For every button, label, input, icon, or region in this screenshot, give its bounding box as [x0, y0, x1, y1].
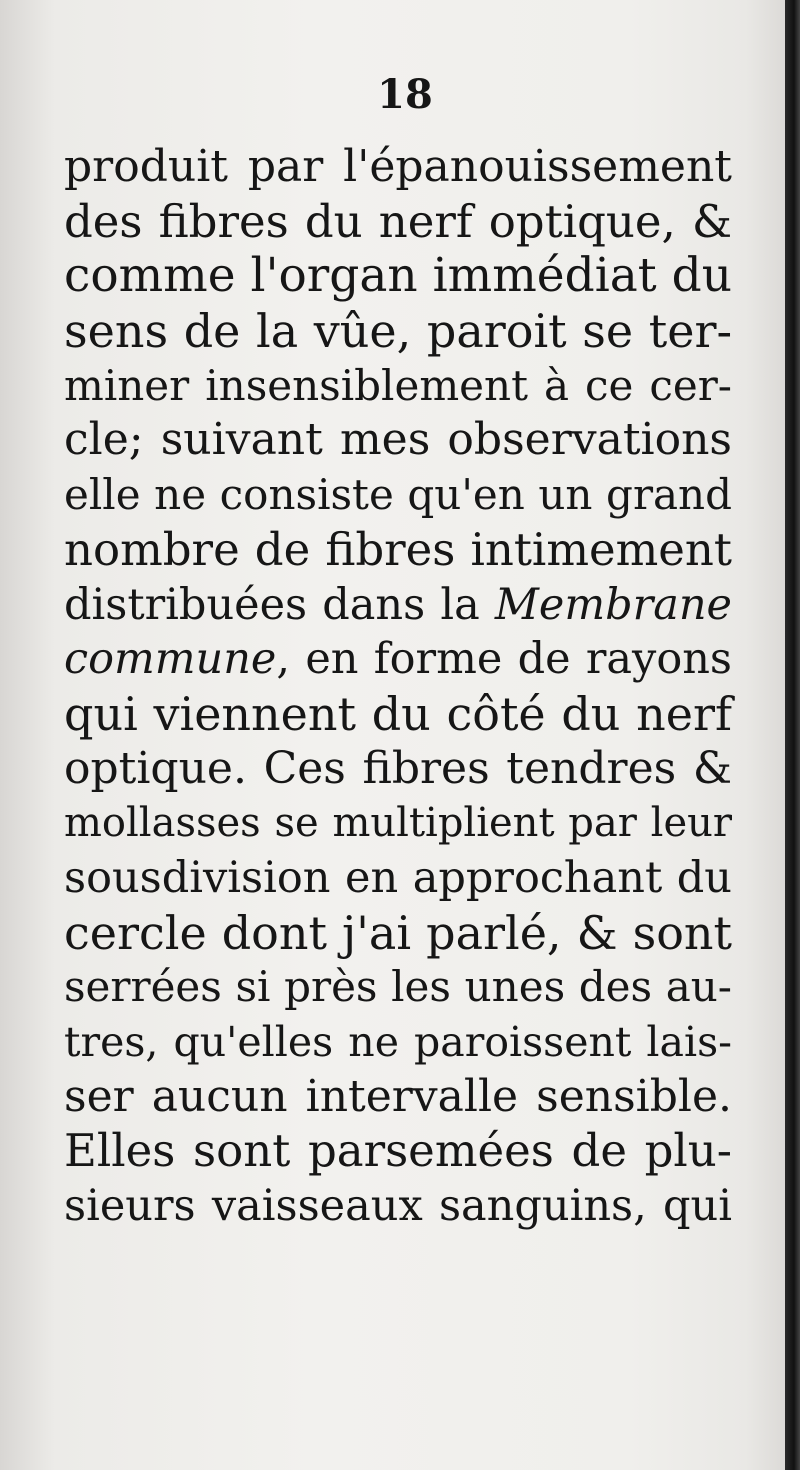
- text-line: miner insensiblement à ce cer-: [64, 360, 732, 410]
- text-line: ser aucun intervalle sensible.: [64, 1070, 732, 1122]
- text-line: distribuées dans la Membrane: [64, 579, 732, 630]
- text-line: qui viennent du côté du nerf: [64, 686, 732, 741]
- page-number: 18: [377, 71, 433, 118]
- italic-term: Membrane: [494, 579, 732, 630]
- text-line: nombre de fibres intimement: [64, 522, 732, 576]
- text-line: cle; suivant mes observations: [64, 414, 732, 466]
- page-edge-shadow: [785, 0, 800, 1470]
- italic-term: commune: [64, 634, 277, 685]
- text-line: serrées si près les unes des au-: [64, 962, 732, 1012]
- text-line: cercle dont j'ai parlé, & sont: [64, 905, 732, 960]
- text-line: produit par l'épanouissement: [64, 141, 732, 192]
- text-line: commune, en forme de rayons: [64, 634, 732, 685]
- text-line: comme l'organ immédiat du: [64, 248, 732, 304]
- text-line: sousdivision en approchant du: [64, 852, 732, 903]
- text-line: Elles sont parsemées de plu-: [64, 1124, 732, 1178]
- text-line: elle ne consiste qu'en un grand: [64, 470, 732, 520]
- body-text: [64, 140, 732, 1234]
- text-line: sens de la vûe, paroit se ter-: [64, 304, 732, 359]
- text-line: sieurs vaisseaux sanguins, qui: [64, 1181, 732, 1232]
- text-line: optique. Ces fibres tendres &: [64, 742, 732, 794]
- text-line: mollasses se multiplient par leur: [64, 800, 732, 847]
- text-line: tres, qu'elles ne paroissent lais-: [64, 1018, 732, 1066]
- text-line: des fibres du nerf optique, &: [64, 194, 732, 248]
